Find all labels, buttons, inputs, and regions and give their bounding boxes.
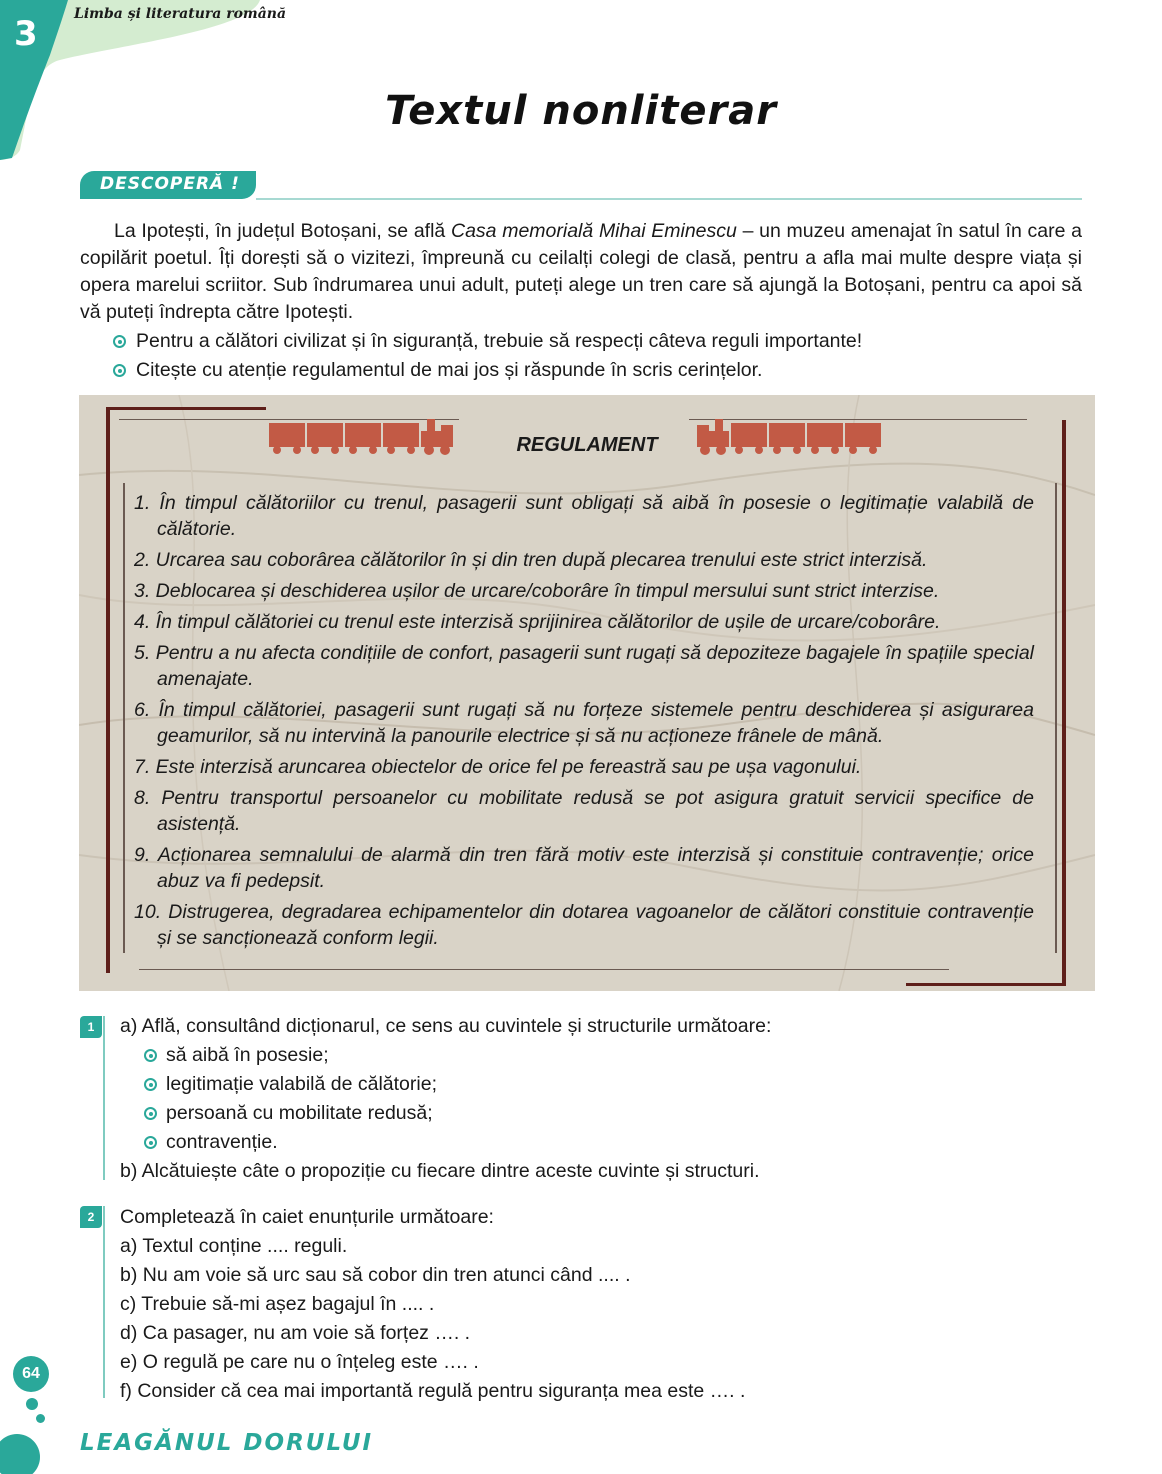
rule-item: 8. Pentru transportul persoanelor cu mobilitate redusă se pot asigura gratuit servicii specifice de asistență. [134,787,1034,835]
chapter-corner-decoration [0,0,260,160]
intro-bullets [112,327,1072,385]
exercise-2-bar [103,1206,105,1398]
rule-item: 5. Pentru a nu afecta condițiile de confort, pasagerii sunt rugați să depoziteze bagajele în spațiile special amenajate. [134,642,1034,690]
intro-text-end: – un muzeu amenajat în satul în care a copilărit poetul. Îți dorești să o vizitezi, împreună cu ceilalți colegi de clasă, pentru a afla mai multe despre viața și opera marelui scriitor. Sub îndrumarea unui adult, puteți alege un tren care să ajungă la Botoșani, pentru ca apoi să vă puteți îndrepta către Ipotești. [80,220,1082,323]
decorative-dot [36,1414,45,1423]
exercise-1-badge: 1 [80,1016,102,1038]
page-number: 64 [13,1356,49,1392]
bullet-text: Pentru a călători civilizat și în siguranță, trebuie să respecți câteva reguli importante! [136,330,863,352]
bullet-icon [113,335,126,348]
rule-item: 7. Este interzisă aruncarea obiectelor de orice fel pe fereastră sau pe ușa vagonului. [134,756,862,778]
frame-left-border [106,407,110,973]
rule-item: 2. Urcarea sau coborârea călătorilor în și din tren după plecarea trenului este strict interzisă. [134,549,928,571]
exercise-1 [120,1012,1080,1186]
exercise-1-part-b: b) Alcătuiește câte o propoziție cu fiecare dintre aceste cuvinte și structuri. [120,1160,760,1182]
exercise-2-item: f) Consider că cea mai importantă regulă pentru siguranța mea este …. . [120,1380,746,1402]
exercise-1-part-a: a) Află, consultând dicționarul, ce sens au cuvintele și structurile următoare: [120,1015,772,1037]
exercise-2-badge: 2 [80,1206,102,1228]
exercise-2-item: c) Trebuie să-mi așez bagajul în .... . [120,1293,435,1315]
rule-item: 10. Distrugerea, degradarea echipamentelor din dotarea vagoanelor de călători constituie contravenție și se sancționează conform legii. [134,901,1034,949]
list-item [144,1070,1080,1099]
footer-decoration [0,1434,40,1474]
exercise-2-item: e) O regulă pe care nu o înțeleg este …. . [120,1351,479,1373]
regulation-title: REGULAMENT [516,434,658,456]
exercise-2-prompt: Completează în caiet enunțurile următoare: [120,1206,494,1228]
frame-inner-left [123,483,125,953]
regulation-panel [79,395,1095,991]
section-tag [80,171,256,199]
section-label: DESCOPERĂ ! [100,174,240,194]
bullet-icon [144,1107,157,1120]
exercise-2 [120,1203,1080,1406]
exercise-1-bar [103,1016,105,1180]
exercise-2-item: d) Ca pasager, nu am voie să forțez …. . [120,1322,471,1344]
list-item [144,1041,1080,1070]
footer-book-title: LEAGĂNUL DORULUI [80,1430,374,1456]
frame-right-border [1062,420,1066,986]
exercise-1-terms [120,1041,1080,1157]
rules-list [134,490,1034,956]
page-title: Textul nonliterar [385,88,777,134]
rule-item: 9. Acționarea semnalului de alarmă din tren fără motiv este interzisă și constituie contravenție; orice abuz va fi pedepsit. [134,844,1034,892]
bullet-icon [144,1078,157,1091]
section-divider [256,198,1082,200]
rule-item: 3. Deblocarea și deschiderea ușilor de urcare/coborâre în timpul mersului sunt strict interzise. [134,580,940,602]
exercise-2-item: b) Nu am voie să urc sau să cobor din tren atunci când .... . [120,1264,631,1286]
term-text: să aibă în posesie; [166,1044,329,1066]
term-text: persoană cu mobilitate redusă; [166,1102,433,1124]
bullet-icon [144,1049,157,1062]
frame-top-border [106,407,266,410]
term-text: legitimație valabilă de călătorie; [166,1073,437,1095]
frame-inner-line [139,969,949,970]
frame-bottom-border [906,983,1066,986]
intro-text-start: La Ipotești, în județul Botoșani, se află [114,220,451,242]
bullet-icon [113,364,126,377]
chapter-number: 3 [14,14,38,54]
list-item [112,327,1072,356]
bullet-text: Citește cu atenție regulamentul de mai jos și răspunde în scris cerințelor. [136,359,763,381]
frame-inner-right [1055,483,1057,953]
list-item [112,356,1072,385]
term-text: contravenție. [166,1131,278,1153]
list-item [144,1099,1080,1128]
list-item [144,1128,1080,1157]
decorative-dot [26,1398,38,1410]
intro-museum-name: Casa memorială Mihai Eminescu [450,220,737,242]
rule-item: 4. În timpul călătoriei cu trenul este interzisă sprijinirea călătorilor de ușile de urcare/coborâre. [134,611,941,633]
exercise-2-item: a) Textul conține .... reguli. [120,1235,348,1257]
subject-title: Limba și literatura română [74,6,287,22]
bullet-icon [144,1136,157,1149]
rule-item: 6. În timpul călătoriei, pasagerii sunt rugați să nu forțeze sistemele pentru deschiderea și asigurarea geamurilor, să nu intervină la panourile electrice și să nu acționeze frânele de mână. [134,699,1034,747]
rule-item: 1. În timpul călătoriilor cu trenul, pasagerii sunt obligați să aibă în posesie o legitimație valabilă de călătorie. [134,492,1034,540]
intro-paragraph [80,218,1082,326]
